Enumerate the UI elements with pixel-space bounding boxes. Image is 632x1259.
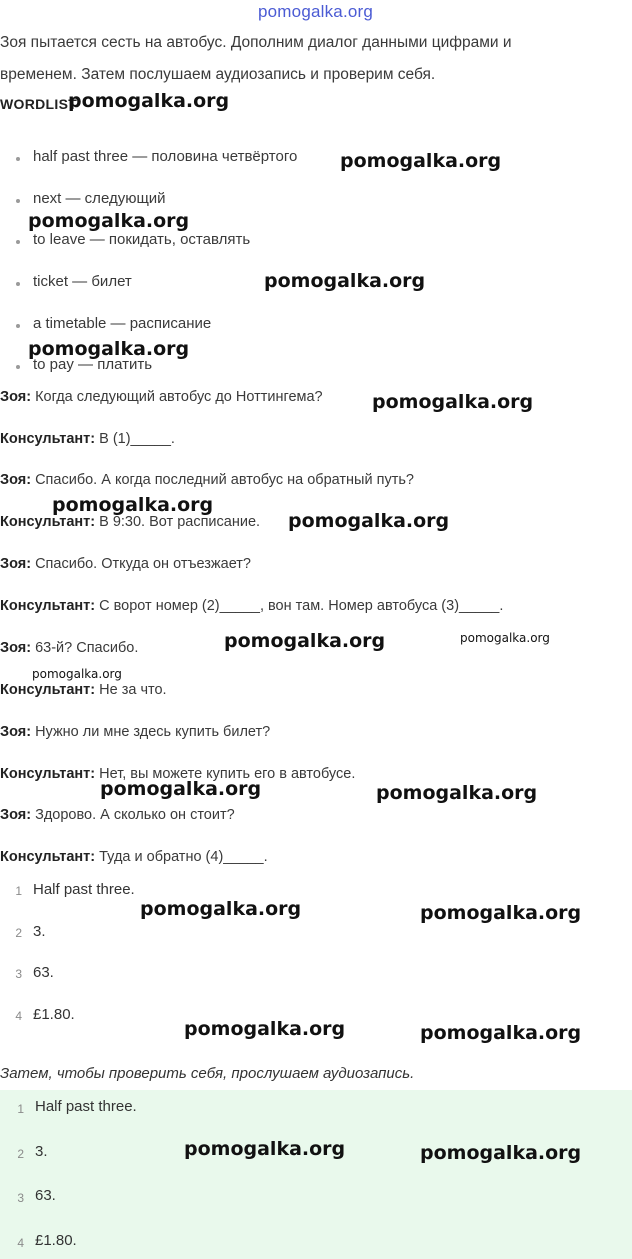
dialogue-line — [0, 807, 235, 823]
dialogue-text: В 9:30. Вот расписание. — [95, 514, 261, 530]
watermark: pomogalka.org — [184, 1018, 346, 1040]
watermark: pomogalka.org — [68, 90, 230, 112]
dialogue-text: В (1)_____. — [95, 431, 175, 447]
watermark: pomogalka.org — [372, 391, 534, 413]
answer-text: Half past three. — [35, 1098, 137, 1115]
watermark: pomogalka.org — [140, 898, 302, 920]
speaker-label: Зоя: — [0, 472, 32, 488]
dialogue-text: Спасибо. Откуда он отъезжает? — [31, 556, 251, 572]
watermark: pomogalka.org — [420, 902, 582, 924]
speaker-label: Консультант: — [0, 849, 96, 865]
watermark: pomogalka.org — [264, 270, 426, 292]
dialogue-line — [0, 472, 414, 488]
option-text: 3. — [33, 923, 46, 940]
watermark: pomogalka.org — [376, 782, 538, 804]
option-text: £1.80. — [33, 1006, 75, 1023]
wordlist-heading: WORDLIST — [0, 96, 78, 112]
wordlist-item: to leave — покидать, оставлять — [33, 231, 251, 248]
wordlist-item: to pay — платить — [33, 356, 153, 373]
check-instruction: Затем, чтобы проверить себя, прослушаем аудиозапись. — [0, 1065, 415, 1082]
speaker-label: Зоя: — [0, 724, 32, 740]
speaker-label: Зоя: — [0, 389, 32, 405]
answer-number: 4 — [17, 1236, 24, 1250]
dialogue-line — [0, 556, 251, 572]
bullet-dot — [16, 365, 20, 369]
watermark: pomogalka.org — [28, 210, 190, 232]
option-number: 3 — [15, 967, 22, 981]
answer-text: 3. — [35, 1143, 48, 1160]
bullet-dot — [16, 282, 20, 286]
speaker-label: Консультант: — [0, 598, 96, 614]
option-number: 4 — [15, 1009, 22, 1023]
dialogue-line — [0, 640, 138, 656]
speaker-label: Консультант: — [0, 514, 96, 530]
watermark: pomogalka.org — [288, 510, 450, 532]
dialogue-text: Туда и обратно (4)_____. — [95, 849, 268, 865]
wordlist-item: a timetable — расписание — [33, 315, 212, 332]
dialogue-line — [0, 724, 270, 740]
speaker-label: Зоя: — [0, 556, 32, 572]
answer-number: 2 — [17, 1147, 24, 1161]
answer-number: 1 — [17, 1102, 24, 1116]
watermark: pomogalka.org — [100, 778, 262, 800]
option-text: 63. — [33, 964, 54, 981]
wordlist-item: half past three — половина четвёртого — [33, 148, 298, 165]
wordlist-item: ticket — билет — [33, 273, 132, 290]
watermark: pomogalka.org — [420, 1022, 582, 1044]
dialogue-text: Здорово. А сколько он стоит? — [31, 807, 235, 823]
option-text: Half past three. — [33, 881, 135, 898]
watermark: pomogalka.org — [52, 494, 214, 516]
watermark: pomogalka.org — [420, 1142, 582, 1164]
wordlist-item: next — следующий — [33, 190, 166, 207]
intro-text-line-1: Зоя пытается сесть на автобус. Дополним диалог данными цифрами и — [0, 34, 512, 51]
option-number: 1 — [15, 884, 22, 898]
answer-text: £1.80. — [35, 1232, 77, 1249]
bullet-dot — [16, 324, 20, 328]
dialogue-line — [0, 431, 175, 447]
site-header-link[interactable]: pomogalka.org — [258, 2, 374, 21]
dialogue-text: Спасибо. А когда последний автобус на обратный путь? — [31, 472, 414, 488]
dialogue-text: Когда следующий автобус до Ноттингема? — [31, 389, 323, 405]
dialogue-line — [0, 682, 167, 698]
dialogue-line — [0, 389, 323, 405]
answer-number: 3 — [17, 1191, 24, 1205]
watermark: pomogalka.org — [32, 667, 122, 681]
speaker-label: Зоя: — [0, 807, 32, 823]
answers-box — [0, 1090, 632, 1259]
bullet-dot — [16, 240, 20, 244]
answer-text: 63. — [35, 1187, 56, 1204]
watermark: pomogalka.org — [340, 150, 502, 172]
dialogue-line — [0, 849, 268, 865]
watermark: pomogalka.org — [460, 631, 550, 645]
watermark: pomogalka.org — [28, 338, 190, 360]
speaker-label: Зоя: — [0, 640, 32, 656]
dialogue-text: Нужно ли мне здесь купить билет? — [31, 724, 271, 740]
speaker-label: Консультант: — [0, 682, 96, 698]
bullet-dot — [16, 199, 20, 203]
dialogue-text: С ворот номер (2)_____, вон там. Номер автобуса (3)_____. — [95, 598, 504, 614]
dialogue-text: 63-й? Спасибо. — [31, 640, 139, 656]
watermark: pomogalka.org — [224, 630, 386, 652]
speaker-label: Консультант: — [0, 766, 96, 782]
dialogue-line — [0, 598, 503, 614]
speaker-label: Консультант: — [0, 431, 96, 447]
dialogue-text: Нет, вы можете купить его в автобусе. — [95, 766, 356, 782]
dialogue-text: Не за что. — [95, 682, 167, 698]
watermark: pomogalka.org — [184, 1138, 346, 1160]
dialogue-line — [0, 514, 260, 530]
option-number: 2 — [15, 926, 22, 940]
intro-text-line-2: временем. Затем послушаем аудиозапись и проверим себя. — [0, 66, 436, 83]
bullet-dot — [16, 157, 20, 161]
